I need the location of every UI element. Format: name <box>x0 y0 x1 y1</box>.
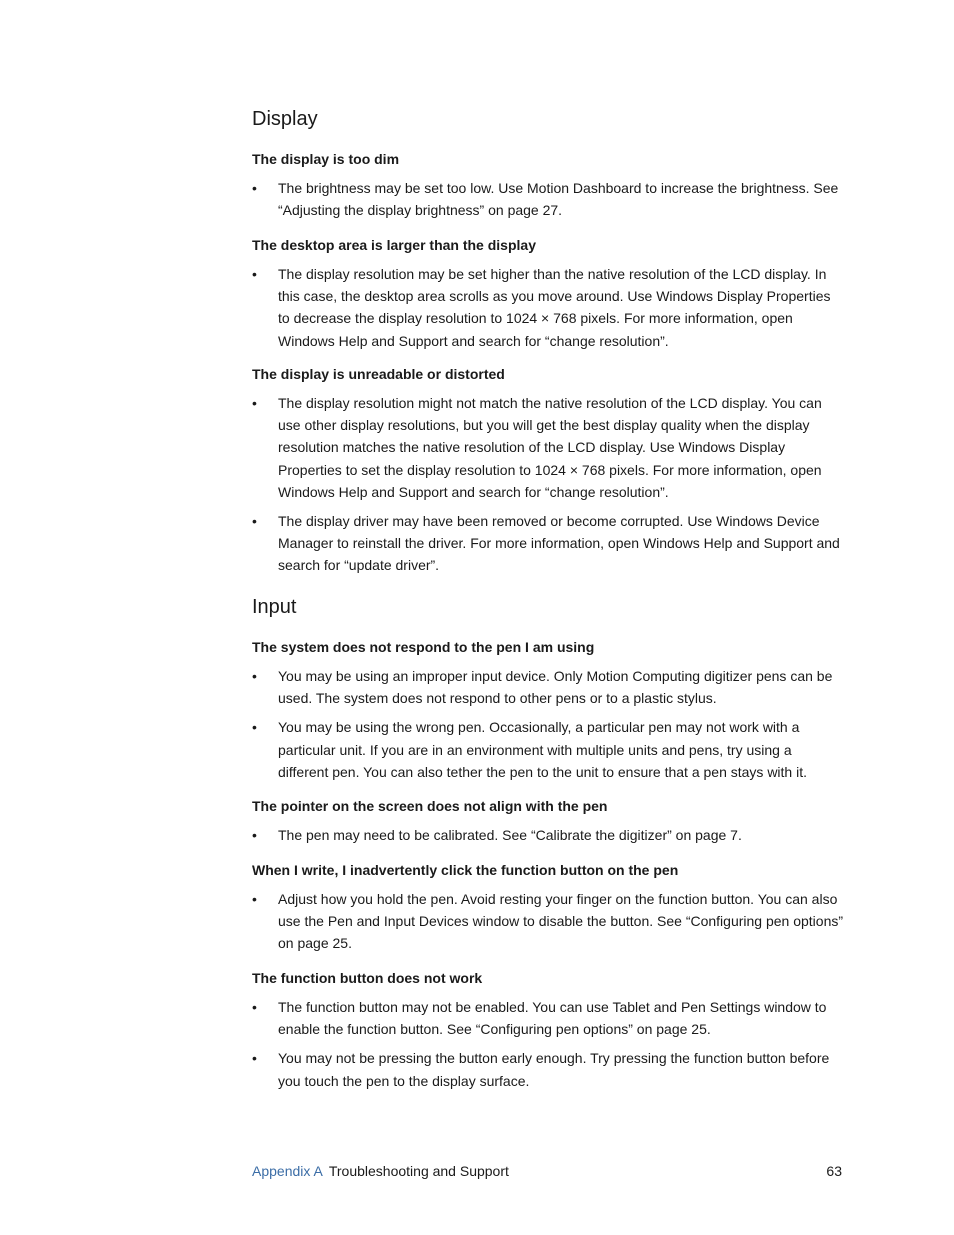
list-item-text: You may be using an improper input device. Only Motion Computing digitizer pens can be used. The system does not respond to other pens or to a plastic stylus. <box>278 668 833 707</box>
footer-chapter-title: Troubleshooting and Support <box>328 1163 509 1179</box>
issue-display-unreadable <box>252 365 844 584</box>
list-item-text: The brightness may be set too low. Use Motion Dashboard to increase the brightness. See “Adjusting the display brightness” on page 27. <box>278 180 839 219</box>
page-footer <box>252 1161 842 1181</box>
list-item <box>252 665 844 709</box>
issue-title: The pointer on the screen does not align with the pen <box>252 798 608 814</box>
section-title-display: Display <box>252 108 318 130</box>
bullet-marker: • <box>252 266 257 282</box>
bullet-marker: • <box>252 999 257 1015</box>
bullet-marker: • <box>252 827 257 843</box>
issue-pointer-misaligned <box>252 797 844 853</box>
bullet-list <box>252 888 844 955</box>
issue-inadvertent-click <box>252 861 844 962</box>
bullet-list <box>252 177 844 221</box>
list-item <box>252 1047 844 1091</box>
list-item-text: The pen may need to be calibrated. See “Calibrate the digitizer” on page 7. <box>278 827 742 843</box>
issue-pen-no-response <box>252 638 844 790</box>
bullet-marker: • <box>252 668 257 684</box>
bullet-marker: • <box>252 1050 257 1067</box>
list-item <box>252 392 844 503</box>
list-item-text: You may not be pressing the button early enough. Try pressing the function button before you touch the pen to the display surface. <box>278 1050 830 1089</box>
list-item <box>252 996 844 1040</box>
issue-title: The display is too dim <box>252 151 400 167</box>
list-item-text: You may be using the wrong pen. Occasionally, a particular pen may not work with a particular unit. If you are in an environment with multiple units and pens, try using a different pen. You can also tether the pen to the unit to ensure that a pen stays with it. <box>278 719 807 780</box>
list-item <box>252 510 844 577</box>
bullet-marker: • <box>252 891 257 907</box>
bullet-list <box>252 665 844 783</box>
issue-title: The function button does not work <box>252 970 483 986</box>
bullet-marker: • <box>252 180 257 196</box>
bullet-list <box>252 263 844 352</box>
issue-title: The desktop area is larger than the display <box>252 237 536 253</box>
issue-title: The display is unreadable or distorted <box>252 366 505 382</box>
list-item <box>252 263 844 352</box>
list-item-text: The display resolution may be set higher than the native resolution of the LCD display. In this case, the desktop area scrolls as you move around. Use Windows Display Properties to decrease the display resolution to 1024 × 768 pixels. For more information, open Windows Help and Support and search for “change resolution”. <box>278 266 831 349</box>
list-item <box>252 177 844 221</box>
bullet-marker: • <box>252 719 257 736</box>
issue-function-button <box>252 969 844 1099</box>
issue-title: The system does not respond to the pen I am using <box>252 639 595 655</box>
list-item-text: The display driver may have been removed or become corrupted. Use Windows Device Manager to reinstall the driver. For more information, open Windows Help and Support and search for “update driver”. <box>278 513 840 574</box>
bullet-list <box>252 392 844 577</box>
list-item-text: The display resolution might not match the native resolution of the LCD display. You can use other display resolutions, but you will get the best display quality when the display resolution matches the native resolution of the LCD display. Use Windows Display Properties to set the display resolution to 1024 × 768 pixels. For more information, open Windows Help and Support and search for “change resolution”. <box>278 395 822 500</box>
list-item <box>252 716 844 783</box>
bullet-marker: • <box>252 513 257 530</box>
page-number: 63 <box>826 1163 842 1179</box>
list-item-text: Adjust how you hold the pen. Avoid resting your finger on the function button. You can also use the Pen and Input Devices window to disable the button. See “Configuring pen options” on page 25. <box>278 891 844 952</box>
bullet-list <box>252 996 844 1092</box>
issue-desktop-larger <box>252 236 844 359</box>
issue-title: When I write, I inadvertently click the function button on the pen <box>252 862 679 878</box>
bullet-marker: • <box>252 395 257 411</box>
list-item-text: The function button may not be enabled. You can use Tablet and Pen Settings window to enable the function button. See “Configuring pen options” on page 25. <box>278 999 827 1038</box>
footer-appendix-label: Appendix A <box>252 1163 323 1179</box>
bullet-list <box>252 824 844 846</box>
section-title-input: Input <box>252 596 297 618</box>
list-item <box>252 824 844 846</box>
list-item <box>252 888 844 955</box>
issue-display-too-dim <box>252 150 844 228</box>
